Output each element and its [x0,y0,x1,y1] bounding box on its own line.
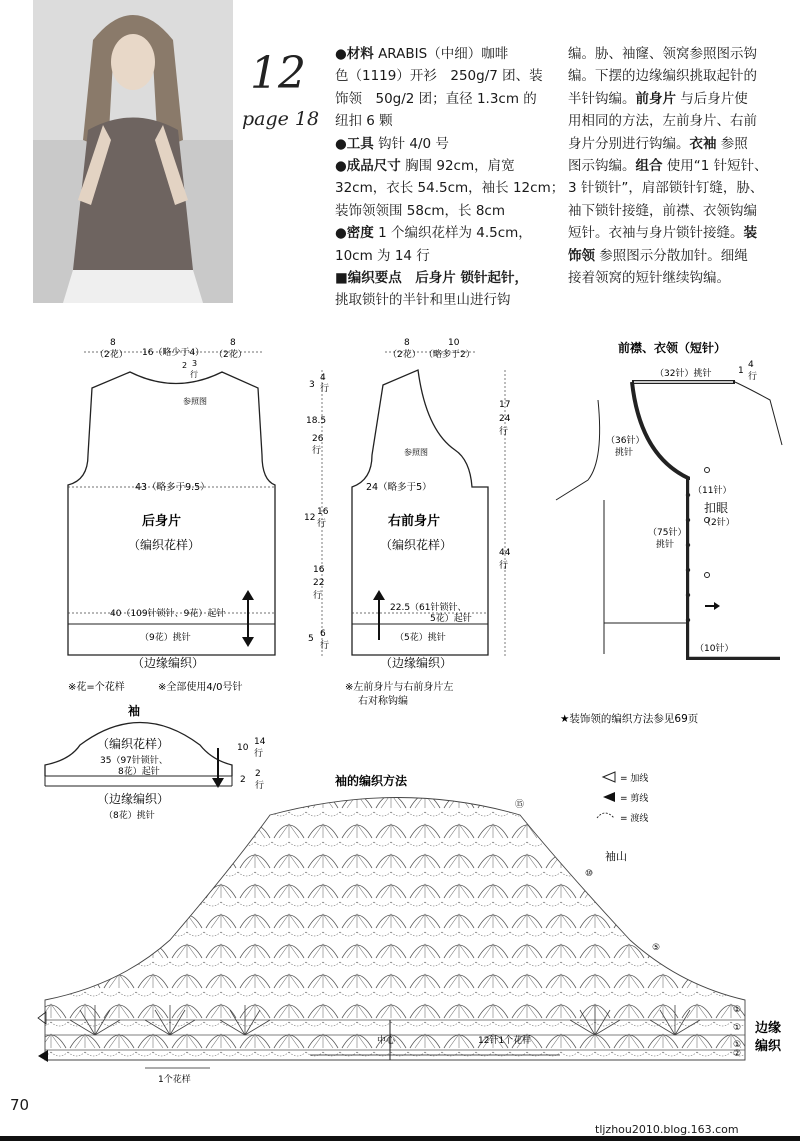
dim-row: 行 [312,446,322,456]
text-line: 10cm 为 14 行 [335,247,430,264]
collar-neck: （32针）挑针 [655,369,712,379]
sleeve-dim-c: 行 [254,749,264,759]
dim-16: 16 [317,507,329,517]
sleeve-diagram [45,703,266,821]
text-line: 色（1119）开衫 250g/7 团、装 [335,68,543,85]
dim-16b: 16 [313,565,325,575]
collar-pick11: （11针） [693,486,732,496]
back-subtitle: （编织花样） [128,538,201,552]
text-line: ●材料 ARABIS（中细）咖啡 [335,46,509,62]
front-bottom-label-a: 22.5（61针锁针、 [390,603,467,613]
text-line: 袖下锁针接缝，前襟、衣领钩编 [568,202,757,219]
text-line: 编。下摆的边缘编织挑取起针的 [568,68,757,85]
back-edge-label: （边缘编织） [132,656,205,670]
dim-3: 3 [309,380,315,390]
back-neck-b: 3 [192,359,198,368]
chart-one-pattern: 1个花样 [158,1075,191,1085]
pattern-number: 12 [250,48,306,99]
front-hem-label: （5花）挑针 [395,633,446,643]
collar-button: 扣眼 [704,501,729,515]
dim-18-5: 18.5 [306,416,327,426]
page-number: 70 [10,1096,30,1114]
back-neck-c: 行 [190,370,198,379]
text-line: 装饰领领围 58cm，长 8cm [335,202,505,219]
sleeve-dim-e: 2 [255,769,261,779]
front-title: 右前身片 [388,514,441,529]
dim-24: 24 [499,414,511,424]
chart-row-10: ⑩ [585,869,594,879]
dim-row: 行 [313,591,323,601]
text-line: 接着领窝的短针继续钩编。 [568,270,730,287]
dim-row: 行 [499,427,509,437]
page-reference: page 18 [242,108,320,130]
chart-row-1b: ① [733,1023,742,1033]
sleeve-pattern: （编织花样） [97,737,170,751]
dim-row: 行 [320,384,330,394]
chart-row-15: ⑮ [515,800,525,810]
back-top-left-sub: （2花） [95,350,128,360]
sleeve-start-a: 35（97针锁针、 [100,756,168,766]
text-line: ■编织要点 后身片 锁针起针， [335,270,528,287]
note-flower: ※花=个花样 [68,682,125,693]
front-bottom-label-b: 5花）起针 [430,614,472,624]
right-front-diagram [345,338,488,707]
collar-diagram [556,340,782,725]
back-title: 后身片 [142,514,182,529]
text-line: 编。胁、袖窿、领窝参照图示钩 [568,46,757,62]
text-line: 半针钩编。前身片 与后身片使 [568,90,748,107]
text-line: 32cm，衣长 54.5cm，袖长 12cm； [335,180,565,197]
front-edge-label: （边缘编织） [380,656,453,670]
dim-5: 5 [308,634,314,644]
back-width-label: 43（略多于9.5） [135,482,210,493]
front-subtitle: （编织花样） [380,538,453,552]
text-line: 纽扣 6 颗 [335,113,393,130]
text-line: 身片分别进行钩编。衣袖 参照 [568,135,748,152]
legend-cut: = 剪线 [620,794,649,804]
dim-44: 44 [499,548,511,558]
dim-row: 行 [317,519,327,529]
text-line: 饰领 50g/2 团；直径 1.3cm 的 [335,90,537,107]
collar-side-b: 4 [748,360,754,370]
collar-side-a: 1 [738,366,744,376]
front-top-left: 8 [404,338,410,348]
dim-22: 22 [313,578,325,588]
collar-pick75: （75针） [648,528,687,538]
text-line: ●工具 钩针 4/0 号 [335,135,449,152]
text-line: 饰领 参照图示分散加针。细绳 [568,247,748,264]
chart-repeat: 12针1个花样 [478,1036,532,1046]
front-top-left-sub: （2花） [388,350,421,360]
back-top-right: 8 [230,338,236,348]
sleeve-dim-d: 2 [240,775,246,785]
dim-26: 26 [312,434,324,444]
sleeve-edge: （边缘编织） [97,792,170,806]
sleeve-dim-b: 14 [254,737,266,747]
chart-center: 中心 [377,1036,396,1046]
collar-note: ★装饰领的编织方法参见69页 [560,713,699,725]
dim-12: 12 [304,513,316,523]
text-line: 3 针锁针”，肩部锁针钉缝，胁、 [568,180,764,197]
text-line: ●密度 1 个编织花样为 4.5cm， [335,225,532,242]
text-line: ●成品尺寸 胸围 92cm，肩宽 [335,158,515,175]
collar-button-sub: （2针） [702,518,735,528]
front-note-b: 右对称钩编 [358,696,408,707]
back-body-diagram [68,338,275,693]
collar-pick36b: 挑针 [615,448,634,458]
text-line: 用相同的方法，左前身片、右前 [568,113,757,130]
chart-row-5: ⑤ [652,943,661,953]
dim-17: 17 [499,400,511,410]
front-ref: 参照图 [404,448,428,457]
legend-carry: = 渡线 [620,814,649,824]
text-line: 短针。衣袖与身片锁针接缝。装 [568,225,757,242]
note-needle: ※全部使用4/0号针 [158,682,243,693]
site-watermark: tljzhou2010.blog.163.com [595,1123,739,1136]
back-bottom-label: 40（109针锁针、9花）起针 [110,609,226,619]
sleeve-start-b: 8花）起针 [118,767,160,777]
dim-4: 4 [320,373,326,383]
back-hem-label: （9花）挑针 [140,633,191,643]
chart-title: 袖的编织方法 [335,774,408,788]
front-top-right-sub: （略多于2） [424,350,475,360]
front-top-right: 10 [448,338,460,348]
legend-add: = 加线 [620,774,649,784]
collar-title: 前襟、衣领（短针） [618,341,727,355]
back-top-mid: 16（略少于4） [142,348,205,358]
chart-edge-b: 编织 [755,1039,782,1054]
chart-edge-a: 边缘 [755,1021,782,1036]
back-top-left: 8 [110,338,116,348]
chart-row-1a: ① [733,1005,742,1015]
dim-row: 行 [320,641,330,651]
footer-rule [0,1136,800,1141]
front-width-label: 24（略多于5） [366,482,432,493]
dim-6: 6 [320,629,326,639]
back-top-right-sub: （2花） [214,350,247,360]
dim-row: 行 [499,561,509,571]
sleeve-pick: （8花）挑针 [104,811,155,821]
text-line: 挑取锁针的半针和里山进行钩 [335,292,511,309]
collar-pick36: （36针） [606,436,645,446]
collar-pick10: （10针） [695,644,734,654]
text-line: 图示钩编。组合 使用“1 针短针、 [568,158,768,175]
sleeve-dim-a: 10 [237,743,249,753]
back-ref: 参照图 [183,397,207,406]
sleeve-dim-f: 行 [255,781,265,791]
back-neck-a: 2 [182,361,188,370]
sleeve-title: 袖 [128,704,141,718]
collar-side-c: 行 [748,372,758,382]
chart-sleeve-cap: 袖山 [605,850,627,863]
front-note-a: ※左前身片与右前身片左 [345,682,454,693]
chart-row-2: ② [733,1049,742,1059]
chart-row-1c: ① [733,1040,742,1050]
collar-pick75b: 挑针 [656,540,675,550]
